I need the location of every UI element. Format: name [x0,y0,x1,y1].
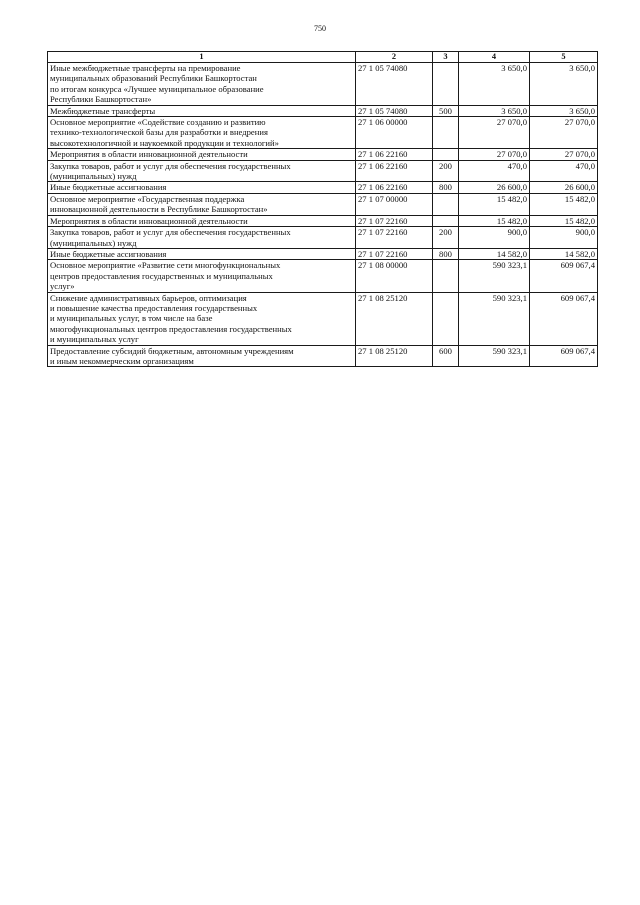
row-type-cell: 200 [433,227,459,249]
table-row [48,63,598,106]
row-type-cell: 800 [433,182,459,193]
row-type-cell [433,193,459,215]
table-row [48,227,598,249]
row-name-cell: Иные бюджетные ассигнования [48,248,356,259]
table-row [48,260,598,292]
row-type-cell [433,117,459,149]
row-value-5-cell: 470,0 [530,160,598,182]
row-value-4-cell: 590 323,1 [459,260,530,292]
row-type-cell: 600 [433,345,459,367]
row-value-4-cell: 590 323,1 [459,292,530,345]
row-value-5-cell: 609 067,4 [530,345,598,367]
row-type-cell: 200 [433,160,459,182]
row-code-cell: 27 1 07 22160 [356,248,433,259]
row-code-cell: 27 1 06 22160 [356,149,433,160]
budget-table [47,51,598,367]
column-header-5: 5 [530,52,598,63]
row-value-5-cell: 14 582,0 [530,248,598,259]
row-code-cell: 27 1 08 25120 [356,292,433,345]
row-type-cell: 500 [433,105,459,116]
table-row [48,149,598,160]
table-header-row [48,52,598,63]
table-row [48,292,598,345]
row-name-cell: Основное мероприятие «Содействие созданию и развитию технико-технологической базы для разработки и внедрения высокотехнологичной и наукоемкой продукции и технологий» [48,117,356,149]
row-name-cell: Иные межбюджетные трансферты на премирование муниципальных образований Республики Башкортостан по итогам конкурса «Лучшее муниципальное образование Республики Башкортостан» [48,63,356,106]
row-name-cell: Закупка товаров, работ и услуг для обеспечения государственных (муниципальных) нужд [48,227,356,249]
row-name-cell: Мероприятия в области инновационной деятельности [48,149,356,160]
row-value-5-cell: 609 067,4 [530,292,598,345]
row-value-4-cell: 14 582,0 [459,248,530,259]
row-value-5-cell: 15 482,0 [530,193,598,215]
row-value-5-cell: 3 650,0 [530,63,598,106]
row-value-4-cell: 3 650,0 [459,105,530,116]
row-code-cell: 27 1 08 25120 [356,345,433,367]
row-type-cell [433,260,459,292]
row-value-4-cell: 27 070,0 [459,117,530,149]
page-number: 750 [314,24,326,33]
row-code-cell: 27 1 07 00000 [356,193,433,215]
row-type-cell [433,292,459,345]
row-code-cell: 27 1 06 22160 [356,160,433,182]
table-row [48,182,598,193]
table-row [48,117,598,149]
row-value-4-cell: 900,0 [459,227,530,249]
row-value-4-cell: 590 323,1 [459,345,530,367]
row-value-4-cell: 470,0 [459,160,530,182]
row-code-cell: 27 1 06 00000 [356,117,433,149]
row-name-cell: Закупка товаров, работ и услуг для обеспечения государственных (муниципальных) нужд [48,160,356,182]
table-row [48,160,598,182]
row-value-4-cell: 15 482,0 [459,215,530,226]
row-value-5-cell: 15 482,0 [530,215,598,226]
table-row [48,248,598,259]
row-value-5-cell: 27 070,0 [530,149,598,160]
table-row [48,105,598,116]
row-name-cell: Основное мероприятие «Развитие сети многофункциональных центров предоставления государственных и муниципальных услуг» [48,260,356,292]
row-type-cell [433,215,459,226]
row-name-cell: Предоставление субсидий бюджетным, автономным учреждениям и иным некоммерческим организациям [48,345,356,367]
row-value-5-cell: 27 070,0 [530,117,598,149]
table-row [48,193,598,215]
row-code-cell: 27 1 07 22160 [356,215,433,226]
table-row [48,215,598,226]
row-value-4-cell: 3 650,0 [459,63,530,106]
row-name-cell: Мероприятия в области инновационной деятельности [48,215,356,226]
row-value-4-cell: 15 482,0 [459,193,530,215]
table-row [48,345,598,367]
row-type-cell: 800 [433,248,459,259]
column-header-3: 3 [433,52,459,63]
row-code-cell: 27 1 05 74080 [356,63,433,106]
row-value-4-cell: 26 600,0 [459,182,530,193]
row-code-cell: 27 1 07 22160 [356,227,433,249]
column-header-2: 2 [356,52,433,63]
row-code-cell: 27 1 08 00000 [356,260,433,292]
row-name-cell: Иные бюджетные ассигнования [48,182,356,193]
column-header-4: 4 [459,52,530,63]
row-name-cell: Основное мероприятие «Государственная поддержка инновационной деятельности в Республике Башкортостан» [48,193,356,215]
row-value-5-cell: 609 067,4 [530,260,598,292]
row-name-cell: Снижение административных барьеров, оптимизация и повышение качества предоставления государственных и муниципальных услуг, в том числе на базе многофункциональных центров предоставления государственных и муниципальных услуг [48,292,356,345]
row-type-cell [433,149,459,160]
row-code-cell: 27 1 05 74080 [356,105,433,116]
row-name-cell: Межбюджетные трансферты [48,105,356,116]
row-type-cell [433,63,459,106]
row-value-4-cell: 27 070,0 [459,149,530,160]
row-value-5-cell: 26 600,0 [530,182,598,193]
column-header-1: 1 [48,52,356,63]
row-value-5-cell: 3 650,0 [530,105,598,116]
row-code-cell: 27 1 06 22160 [356,182,433,193]
row-value-5-cell: 900,0 [530,227,598,249]
